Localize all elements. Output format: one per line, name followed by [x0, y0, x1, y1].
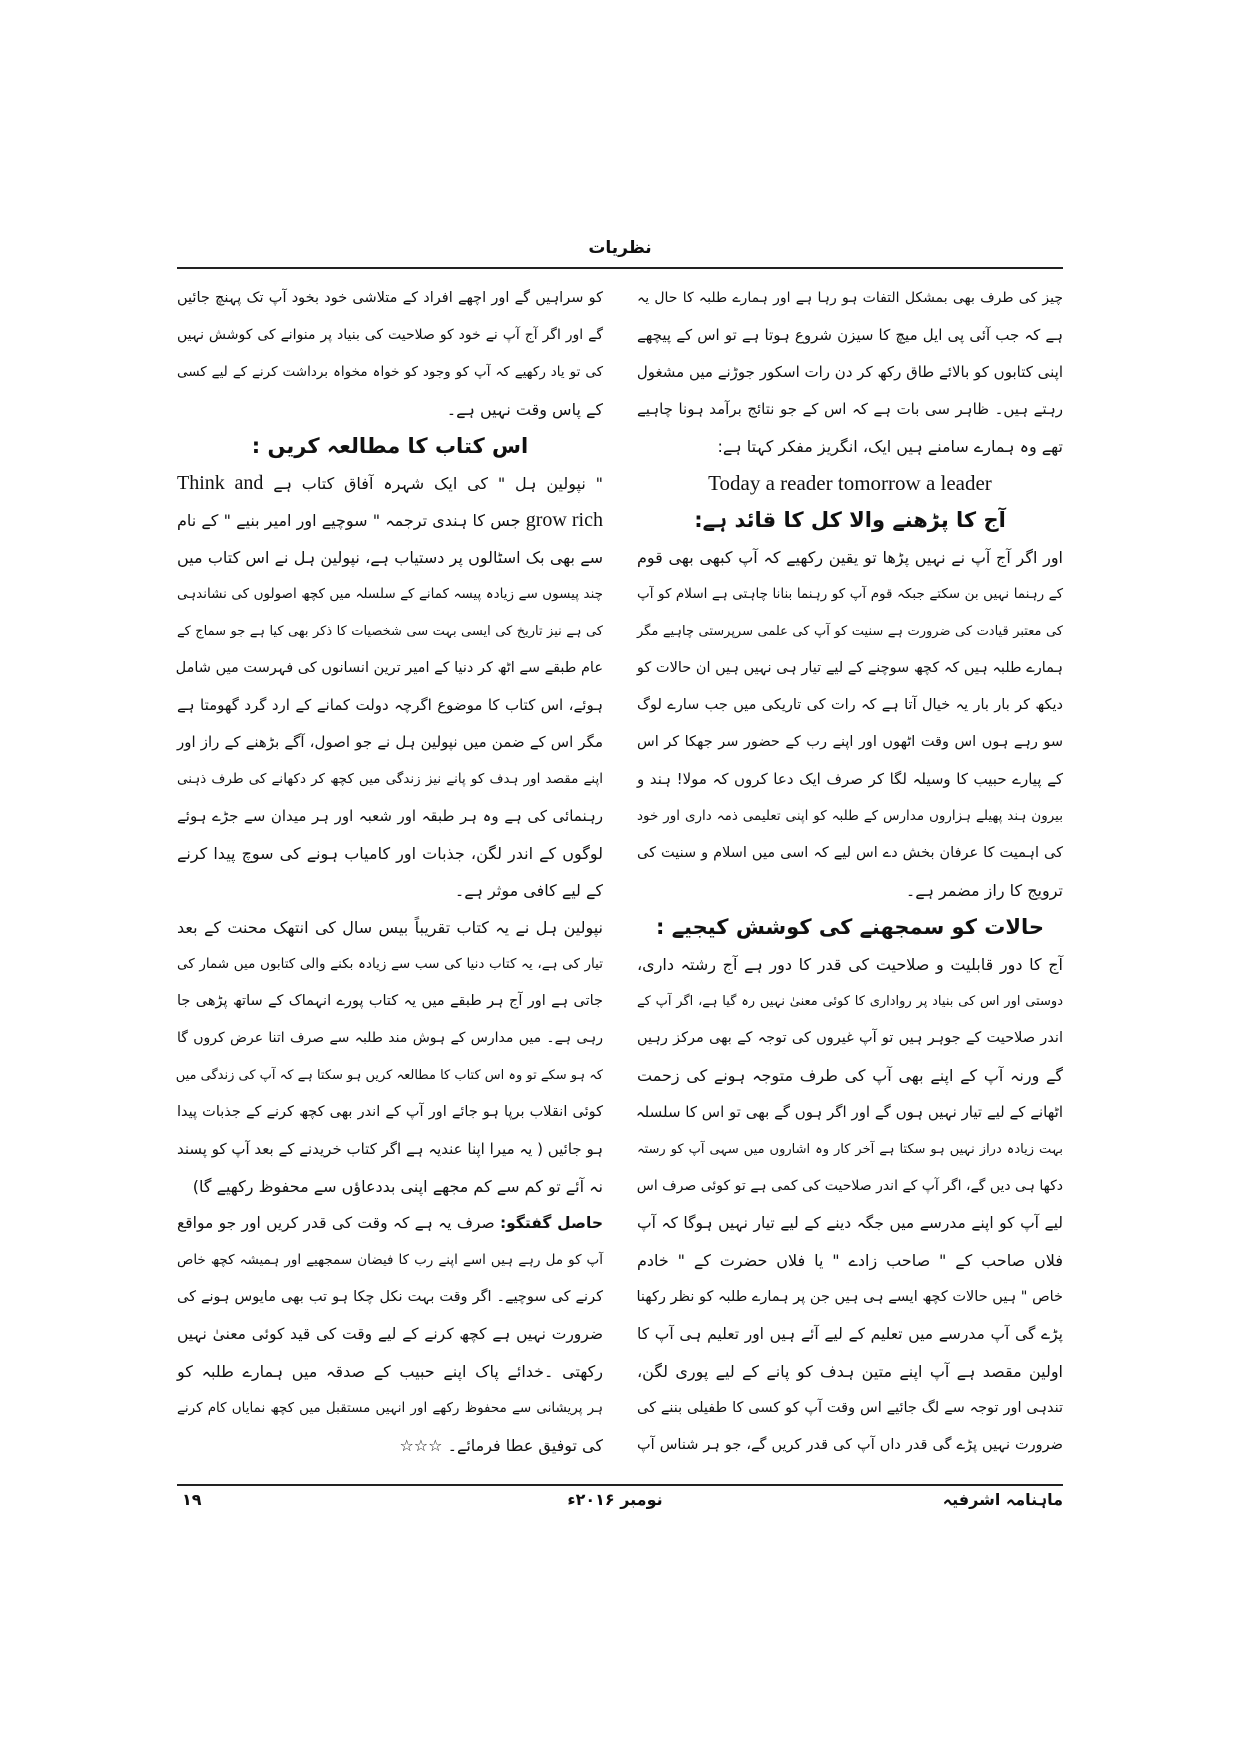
text-line: کوئی انقلاب برپا ہو جائے اور آپ کے اندر بھی کچھ کرنے کے جذبات پیدا [177, 1104, 603, 1120]
text-line: رکھتی ۔خدائے پاک اپنے حبیب کے صدقہ میں ہمارے طلبہ کو [177, 1362, 603, 1381]
text-line: دکھا ہی دیں گے، اگر آپ کے اندر صلاحیت کی کمی ہے تو کوئی صرف اس [636, 1178, 1063, 1194]
text-line: چیز کی طرف بھی بمشکل التفات ہو رہا ہے اور ہمارے طلبہ کا حال یہ [637, 290, 1063, 306]
right-column [637, 280, 1063, 1464]
conclusion-label: حاصل گفتگو: [499, 1214, 603, 1232]
text-span: " نپولین ہل " کی ایک شہرہ آفاق کتاب ہے [273, 474, 603, 493]
text-line: چند پیسوں سے زیادہ پیسہ کمانے کے سلسلہ میں کچھ اصولوں کی نشاندہی [177, 586, 603, 602]
text-line: کی ہے نیز تاریخ کی ایسی بہت سی شخصیات کا ذکر بھی کیا ہے جو سماج کے [177, 624, 603, 639]
text-line: لوگوں کے اندر لگن، جذبات اور کامیاب ہونے کی سوچ پیدا کرنے [177, 844, 603, 863]
left-column [177, 280, 603, 1464]
text-line: اولین مقصد ہے آپ اپنے متین ہدف کو پانے کے لیے پوری لگن، [637, 1362, 1063, 1381]
text-line: ہے کہ جب آئی پی ایل میچ کا سیزن شروع ہوتا ہے تو اس کے پیچھے [637, 326, 1063, 344]
text-line: پڑے گی آپ مدرسے میں تعلیم کے لیے آئے ہیں اور تعلیم ہی آپ کا [637, 1325, 1063, 1343]
section-title: نظریات [588, 238, 652, 258]
section-heading: اس کتاب کا مطالعہ کریں : [251, 434, 529, 458]
text-line: بہت زیادہ دراز نہیں ہو سکتا ہے آخر کار وہ اشاروں میں سہی آپ کو رستہ [637, 1142, 1063, 1157]
text-line: فلاں صاحب کے " صاحب زادے " یا فلاں حضرت کے " خادم [637, 1251, 1063, 1270]
text-line: رہنمائی کی ہے وہ ہر طبقہ اور شعبہ اور ہر میدان سے جڑے ہوئے [177, 807, 603, 825]
book-title-english: grow rich [525, 509, 603, 531]
text-line: نہ آئے تو کم سے کم مجھے اپنی بددعاؤں سے محفوظ رکھیے گا) [192, 1177, 603, 1196]
issue-date: نومبر ۲۰۱۶ء [567, 1490, 663, 1509]
text-line: مگر اس کے ضمن میں نپولین ہل نے جو اصول، آگے بڑھنے کے راز اور [177, 733, 603, 751]
text-line: کی توفیق عطا فرمائے۔ ☆☆☆ [399, 1436, 603, 1455]
header-rule [177, 267, 1063, 269]
text-line: سو رہے ہوں اس وقت اٹھوں اور اپنے رب کے حضور سر جھکا کر اس [637, 734, 1063, 750]
text-line: کے پیارے حبیب کا وسیلہ لگا کر صرف ایک دعا کروں کہ مولا! ہند و [637, 770, 1063, 788]
text-line [177, 502, 603, 539]
magazine-name: ماہنامہ اشرفیہ [942, 1490, 1063, 1509]
text-line: جاتی ہے اور آج ہر طبقے میں یہ کتاب پورے انہماک کے ساتھ پڑھی جا [177, 993, 603, 1009]
footer-rule [177, 1484, 1063, 1486]
section-heading: آج کا پڑھنے والا کل کا قائد ہے: [694, 508, 1006, 532]
text-line: کی تو یاد رکھیے کہ آپ کو وجود کو خواہ مخواہ برداشت کرنے کے لیے کسی [177, 364, 603, 380]
text-span: جس کا ہندی ترجمہ " سوچیے اور امیر بنیے " کے نام [177, 511, 521, 530]
text-line: آج کا دور قابلیت و صلاحیت کی قدر کا دور ہے آج رشتہ داری، [637, 955, 1063, 974]
text-line: دیکھ کر بار بار یہ خیال آتا ہے کہ رات کی تاریکی میں جب سارے لوگ [637, 697, 1063, 713]
text-line: رہی ہے۔ میں مدارس کے ہوش مند طلبہ سے صرف اتنا عرض کروں گا [177, 1030, 603, 1046]
text-line: کہ ہو سکے تو وہ اس کتاب کا مطالعہ کریں ہو سکتا ہے کہ آپ کی زندگی میں [175, 1068, 603, 1083]
text-line: کے لیے کافی موثر ہے۔ [454, 881, 603, 900]
text-line: ہمارے طلبہ ہیں کہ کچھ سوچنے کے لیے تیار ہی نہیں ہیں ان حالات کو [636, 660, 1063, 676]
text-span: صرف یہ ہے کہ وقت کی قدر کریں اور جو مواقع [177, 1214, 495, 1232]
text-line: کو سراہیں گے اور اچھے افراد کے متلاشی خود بخود آپ تک پہنچ جائیں [177, 290, 603, 306]
text-line: تھے وہ ہمارے سامنے ہیں ایک، انگریز مفکر کہتا ہے: [717, 437, 1063, 456]
english-quote: Today a reader tomorrow a leader [708, 471, 992, 495]
text-line [177, 465, 603, 502]
text-line: تیار کی ہے، یہ کتاب دنیا کی سب سے زیادہ بکنے والی کتابوں میں شمار کی [177, 956, 603, 972]
book-title-english: Think and [177, 472, 264, 494]
page-number: ۱۹ [182, 1490, 202, 1509]
text-line: بیرون ہند پھیلے ہزاروں مدارس کے طلبہ کو اپنی تعلیمی ذمہ داری اور خود [637, 808, 1063, 824]
text-line: اندر صلاحیت کے جوہر ہیں تو آپ غیروں کی توجہ کے بھی مرکز رہیں [637, 1030, 1063, 1046]
text-line: نپولین ہل نے یہ کتاب تقریباً بیس سال کی انتھک محنت کے بعد [177, 918, 603, 937]
text-line: تندہی اور توجہ سے لگ جائیے اس وقت آپ کو کسی کا طفیلی بننے کی [637, 1400, 1063, 1416]
text-line: آپ کو مل رہے ہیں اسے اپنے رب کا فیضان سمجھیے اور ہمیشہ کچھ خاص [177, 1252, 603, 1268]
text-line: ترویج کا راز مضمر ہے۔ [905, 881, 1063, 900]
text-line: کے رہنما نہیں بن سکتے جبکہ قوم آپ کو رہنما بنانا چاہتی ہے اسلام کو آپ [637, 586, 1063, 602]
text-line: سے بھی بک اسٹالوں پر دستیاب ہے، نپولین ہل نے اس کتاب میں [177, 548, 603, 567]
text-line: رہتے ہیں۔ ظاہر سی بات ہے کہ اس کے جو نتائج برآمد ہونا چاہیے [637, 400, 1063, 418]
text-line: گے ورنہ آپ کے اپنے بھی آپ کی طرف متوجہ ہونے کی زحمت [637, 1066, 1063, 1085]
text-line: کی معتبر قیادت کی ضرورت ہے سنیت کو آپ کی علمی سرپرستی چاہیے مگر [637, 624, 1063, 639]
text-line: ہوئے، اس کتاب کا موضوع اگرچہ دولت کمانے کے ارد گرد گھومتا ہے [177, 696, 603, 714]
text-line: کرنے کی سوچیے۔ اگر وقت بہت نکل چکا ہو تب بھی مایوس ہونے کی [177, 1289, 603, 1305]
text-line: لیے آپ کو اپنے مدرسے میں جگہ دینے کے لیے تیار نہیں ہوگا کہ آپ [637, 1214, 1063, 1232]
text-line: ہر پریشانی سے محفوظ رکھے اور انہیں مستقبل میں کچھ نمایاں کام کرنے [177, 1400, 603, 1416]
text-line: کے پاس وقت نہیں ہے۔ [446, 400, 603, 419]
text-line: گے اور اگر آج آپ نے خود کو صلاحیت کی بنیاد پر منوانے کی کوشش نہیں [177, 327, 603, 343]
text-line: عام طبقے سے اٹھ کر دنیا کے امیر ترین انسانوں کی فہرست میں شامل [175, 660, 603, 676]
text-line: دوستی اور اس کی بنیاد پر رواداری کا کوئی معنیٰ نہیں رہ گیا ہے، اگر آپ کے [637, 994, 1063, 1009]
text-line: اپنے مقصد اور ہدف کو پانے نیز زندگی میں کچھ کر دکھانے کی طرف ذہنی [177, 771, 603, 787]
section-heading: حالات کو سمجھنے کی کوشش کیجیے : [656, 915, 1044, 939]
text-line [177, 1205, 603, 1242]
text-line: ضرورت نہیں پڑے گی قدر داں آپ کی قدر کریں گے، جو ہر شناس آپ [637, 1437, 1063, 1453]
text-line: اور اگر آج آپ نے نہیں پڑھا تو یقین رکھیے کہ آپ کبھی بھی قوم [637, 548, 1063, 567]
text-line: ضرورت نہیں ہے کچھ کرنے کے لیے وقت کی قید کوئی معنیٰ نہیں [177, 1325, 603, 1343]
text-line: اپنی کتابوں کو بالائے طاق رکھ کر دن رات اسکور جوڑنے میں مشغول [636, 363, 1063, 381]
text-line: خاص " ہیں حالات کچھ ایسے ہی ہیں جن پر ہمارے طلبہ کو نظر رکھنا [636, 1289, 1063, 1305]
text-line: کی اہمیت کا عرفان بخش دے اس لیے کہ اسی میں اسلام و سنیت کی [637, 845, 1063, 861]
text-line: اٹھانے کے لیے تیار نہیں ہوں گے اور اگر ہوں گے بھی تو اس کا سلسلہ [635, 1103, 1063, 1121]
text-line: ہو جائیں ( یہ میرا اپنا عندیہ ہے اگر کتاب خریدنے کے بعد آپ کو پسند [176, 1140, 603, 1158]
